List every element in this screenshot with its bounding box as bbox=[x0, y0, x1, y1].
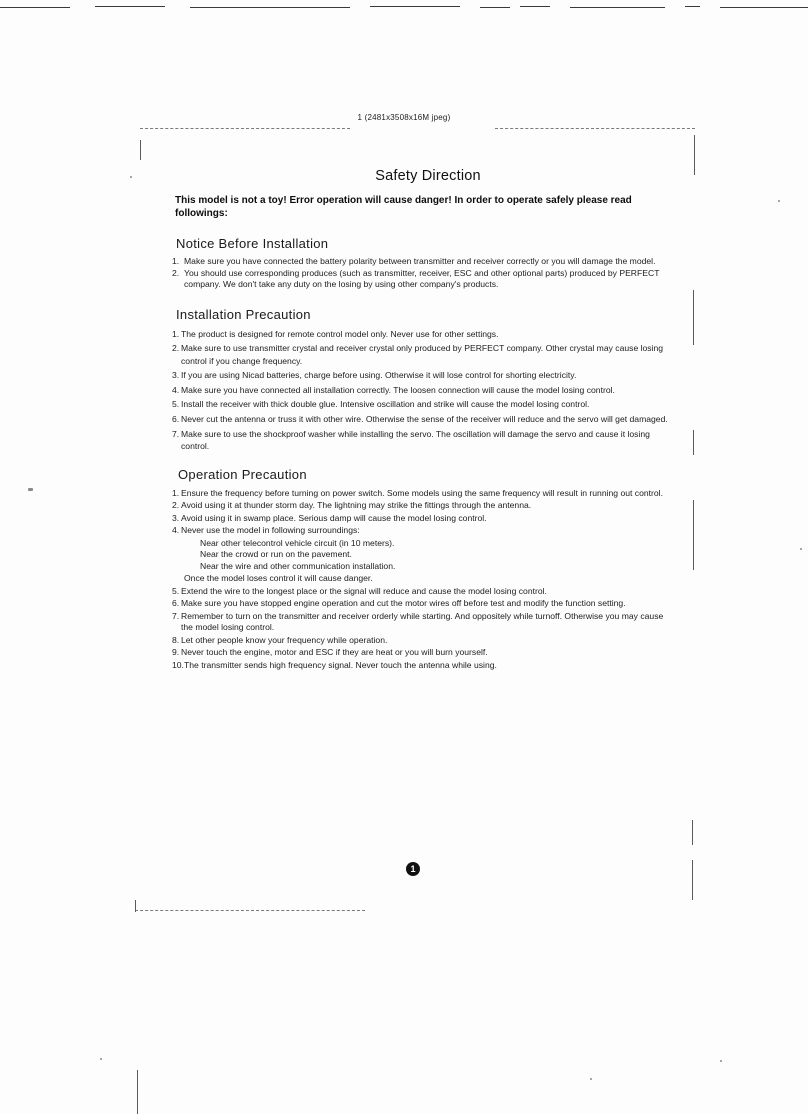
surroundings-warning: Once the model loses control it will cause danger. bbox=[184, 573, 373, 584]
scan-edge-line bbox=[520, 6, 550, 7]
item-number: 4. bbox=[172, 525, 180, 536]
item-text: Install the receiver with thick double glue. Intensive oscillation and strike will cause the model losing control. bbox=[181, 399, 590, 410]
list-item bbox=[172, 398, 668, 410]
scan-edge-line bbox=[95, 6, 165, 7]
item-number: 7. bbox=[172, 428, 180, 439]
scan-frame-right bbox=[694, 135, 695, 175]
item-text: Extend the wire to the longest place or the signal will reduce and cause the model losing control. bbox=[181, 585, 547, 596]
section-heading: Operation Precaution bbox=[178, 466, 307, 482]
operation-list-continued bbox=[172, 586, 668, 672]
scan-frame-right bbox=[693, 290, 694, 345]
item-text: If you are using Nicad batteries, charge before using. Otherwise it will lose control for shorting electricity. bbox=[181, 370, 577, 381]
item-text: Make sure to use the shockproof washer while installing the servo. The oscillation will damage the servo and cause it losing control. bbox=[181, 428, 650, 451]
item-text: Avoid using it at thunder storm day. The lightning may strike the fittings through the antenna. bbox=[181, 500, 532, 511]
list-item bbox=[172, 413, 668, 425]
document-content bbox=[172, 168, 668, 672]
scan-frame-right bbox=[692, 820, 693, 845]
scan-edge-line bbox=[370, 6, 460, 7]
scan-edge-line bbox=[720, 7, 808, 8]
item-text: Make sure you have connected the battery polarity between transmitter and receiver correctly or you will damage the model. bbox=[184, 256, 656, 266]
list-item bbox=[172, 513, 668, 525]
item-number: 2. bbox=[172, 500, 180, 511]
scan-speck bbox=[130, 176, 132, 178]
scan-speck bbox=[28, 488, 33, 491]
item-text: Never use the model in following surroundings: bbox=[181, 525, 360, 536]
scan-speck bbox=[590, 1078, 592, 1080]
item-number: 10. bbox=[172, 659, 184, 670]
scan-frame-top bbox=[495, 128, 695, 129]
item-number: 8. bbox=[172, 634, 180, 645]
item-number: 3. bbox=[172, 512, 180, 523]
scan-speck bbox=[100, 1058, 102, 1060]
scan-edge-line bbox=[570, 7, 665, 8]
intro-warning: This model is not a toy! Error operation will cause danger! In order to operate safely please read followings: bbox=[175, 195, 632, 219]
scan-frame-left bbox=[140, 140, 141, 160]
list-item bbox=[172, 635, 668, 647]
item-text: Ensure the frequency before turning on power switch. Some models using the same frequency will result in running out control. bbox=[181, 487, 663, 498]
surrounding-item: Near the crowd or run on the pavement. bbox=[200, 549, 352, 560]
item-number: 1. bbox=[172, 256, 180, 266]
list-item bbox=[172, 342, 668, 366]
list-item bbox=[172, 660, 668, 672]
scan-frame-right bbox=[693, 430, 694, 455]
item-number: 5. bbox=[172, 399, 180, 410]
list-item bbox=[172, 384, 668, 396]
document-title: Safety Direction bbox=[375, 168, 481, 184]
item-text: Make sure you have stopped engine operation and cut the motor wires off before test and modify the function setting. bbox=[181, 598, 626, 609]
item-number: 9. bbox=[172, 647, 180, 658]
scan-frame-right bbox=[693, 500, 694, 570]
item-number: 1. bbox=[172, 328, 180, 339]
item-text: Let other people know your frequency while operation. bbox=[181, 634, 388, 645]
item-number: 6. bbox=[172, 598, 180, 609]
file-label: 1 (2481x3508x16M jpeg) bbox=[357, 113, 451, 122]
item-text: The transmitter sends high frequency signal. Never touch the antenna while using. bbox=[184, 659, 497, 670]
scan-edge-line bbox=[0, 7, 70, 8]
item-number: 5. bbox=[172, 585, 180, 596]
list-item bbox=[172, 328, 668, 340]
list-item bbox=[172, 525, 668, 537]
scan-edge-line bbox=[480, 7, 510, 8]
item-text: The product is designed for remote control model only. Never use for other settings. bbox=[181, 328, 499, 339]
item-number: 3. bbox=[172, 370, 180, 381]
scan-frame-right bbox=[692, 860, 693, 900]
section-heading: Notice Before Installation bbox=[176, 236, 329, 251]
installation-list bbox=[172, 328, 668, 452]
page-number-badge: 1 bbox=[406, 862, 420, 876]
section-installation bbox=[172, 307, 668, 452]
list-item bbox=[172, 611, 668, 635]
scan-frame-top bbox=[140, 128, 350, 129]
item-number: 2. bbox=[172, 343, 180, 354]
item-text: Make sure you have connected all installation correctly. The loosen connection will cause the model losing control. bbox=[181, 384, 615, 395]
item-text: Avoid using it in swamp place. Serious damp will cause the model losing control. bbox=[181, 512, 487, 523]
scan-frame-bottom bbox=[135, 910, 365, 911]
surrounding-item: Near the wire and other communication installation. bbox=[200, 561, 396, 572]
item-number: 6. bbox=[172, 413, 180, 424]
section-operation bbox=[172, 467, 668, 672]
scan-edge-line bbox=[190, 7, 350, 8]
operation-list bbox=[172, 488, 668, 537]
item-text: Remember to turn on the transmitter and receiver orderly while starting. And oppositely while turnoff. Otherwise you may cause the model losing control. bbox=[181, 610, 664, 633]
list-item bbox=[172, 598, 668, 610]
item-text: You should use corresponding produces (such as transmitter, receiver, ESC and other optional parts) produced by PERFECT company. We don't take any duty on the losing by using other company's products. bbox=[184, 267, 660, 290]
section-notice bbox=[172, 236, 668, 291]
notice-list bbox=[172, 256, 668, 291]
list-item bbox=[172, 369, 668, 381]
item-number: 1. bbox=[172, 487, 180, 498]
list-item bbox=[172, 586, 668, 598]
item-text: Never touch the engine, motor and ESC if they are heat or you will burn yourself. bbox=[181, 647, 488, 658]
item-number: 2. bbox=[172, 267, 180, 278]
scan-edge-mark bbox=[137, 1070, 138, 1114]
item-text: Never cut the antenna or truss it with other wire. Otherwise the sense of the receiver will reduce and the servo will get damaged. bbox=[181, 413, 668, 424]
scan-speck bbox=[720, 1060, 722, 1062]
section-heading: Installation Precaution bbox=[176, 306, 311, 322]
scan-speck bbox=[778, 200, 780, 202]
list-item bbox=[172, 488, 668, 500]
item-text: Make sure to use transmitter crystal and receiver crystal only produced by PERFECT company. Other crystal may cause losing control if you change frequency. bbox=[181, 343, 664, 366]
surrounding-item: Near other telecontrol vehicle circuit (in 10 meters). bbox=[200, 537, 395, 548]
list-item bbox=[172, 500, 668, 512]
item-number: 7. bbox=[172, 610, 180, 621]
list-item bbox=[172, 428, 668, 452]
scan-speck bbox=[800, 548, 802, 550]
scan-frame-left bbox=[135, 900, 136, 912]
list-item bbox=[172, 256, 668, 268]
list-item bbox=[172, 268, 668, 291]
list-item bbox=[172, 647, 668, 659]
scan-edge-line bbox=[685, 6, 700, 7]
item-number: 4. bbox=[172, 384, 180, 395]
